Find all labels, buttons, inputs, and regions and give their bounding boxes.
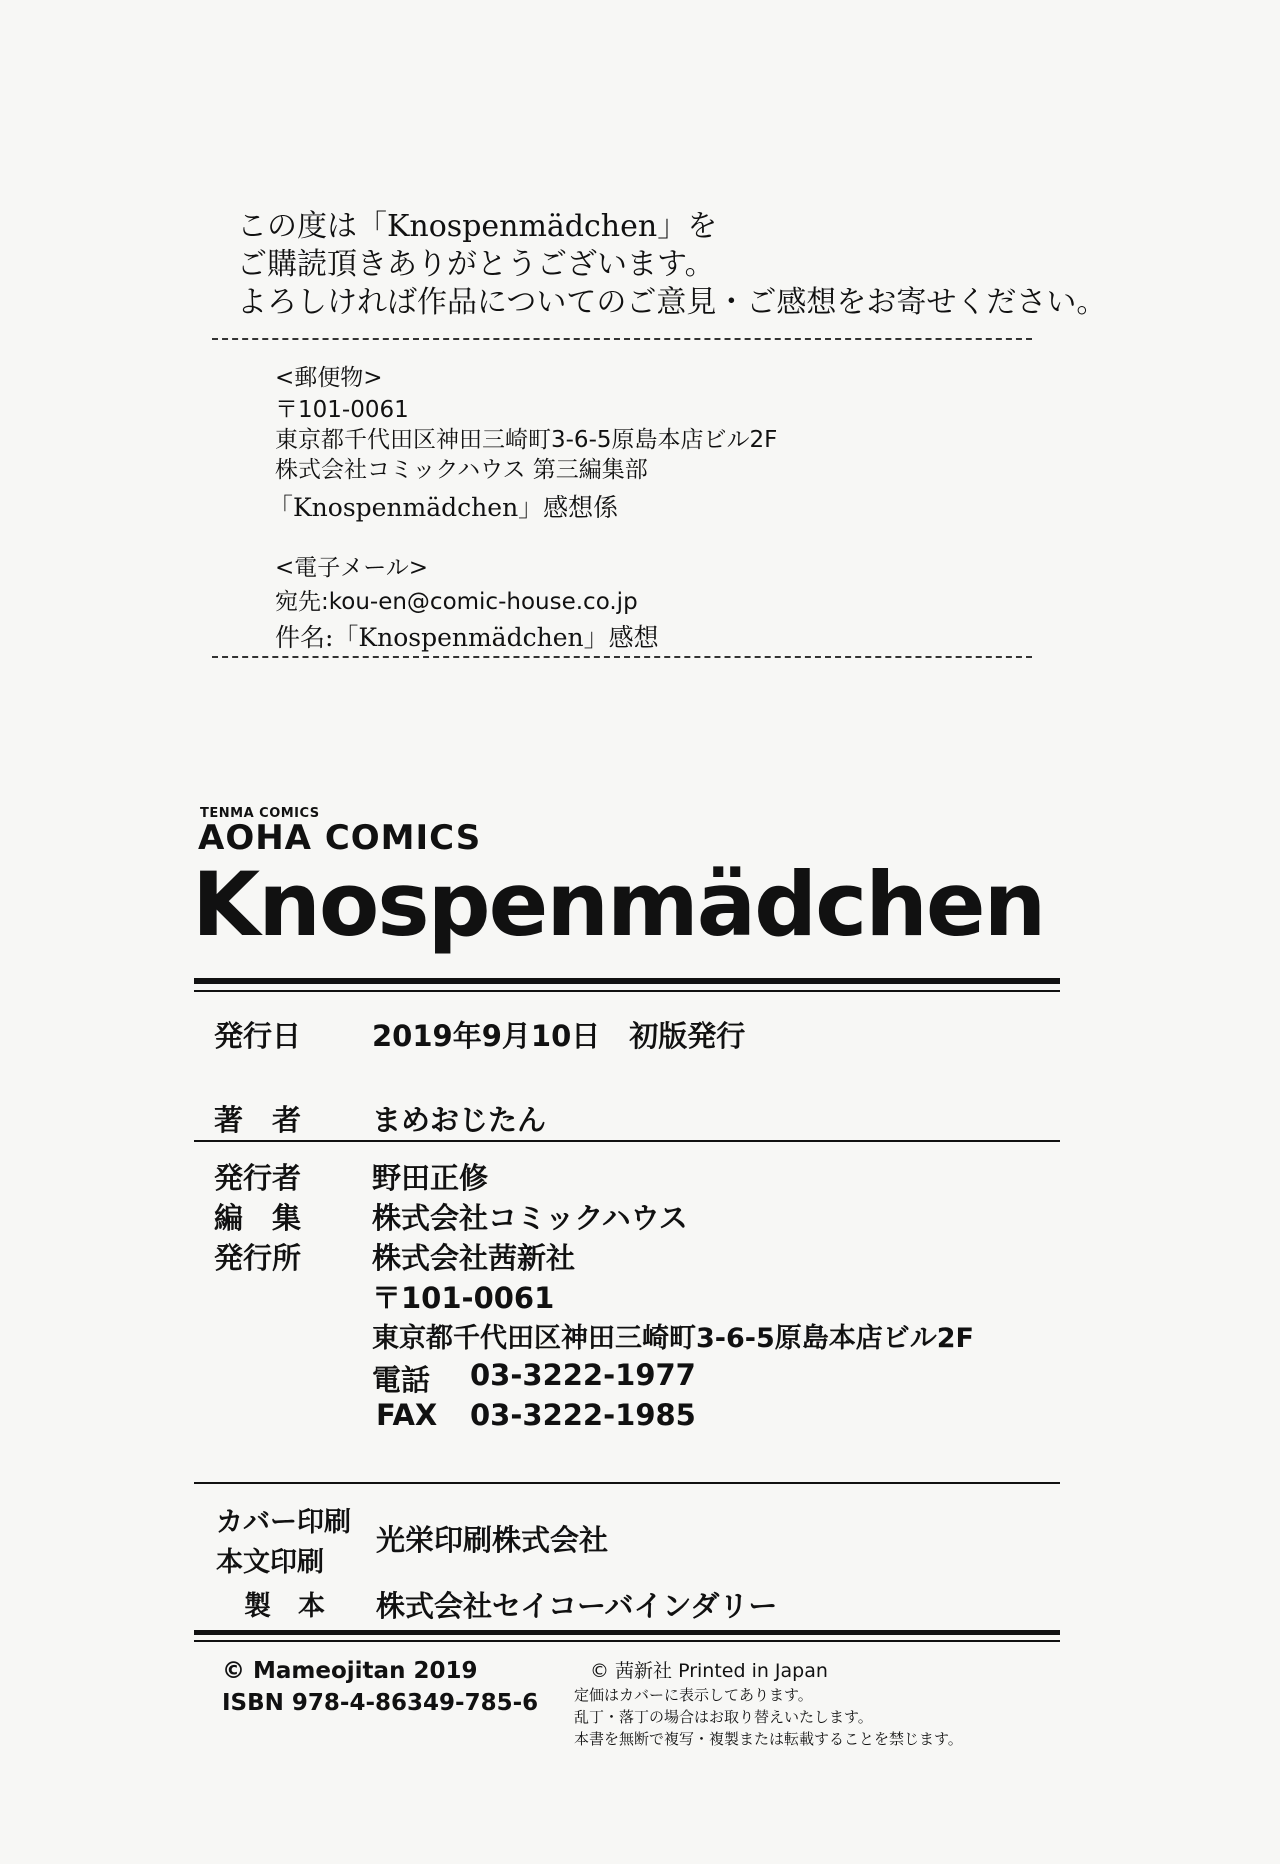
publish-date-label: 発行日 bbox=[214, 1019, 302, 1053]
publisher-value: 野田正修 bbox=[372, 1161, 489, 1195]
postal-zip: 〒101-0061 bbox=[275, 397, 409, 423]
postal-address: 東京都千代田区神田三崎町3-6-5原島本店ビル2F bbox=[275, 427, 778, 453]
postal-heading: <郵便物> bbox=[275, 365, 383, 391]
email-heading: <電子メール> bbox=[275, 555, 429, 581]
isbn: ISBN 978-4-86349-785-6 bbox=[222, 1690, 539, 1716]
office-address: 東京都千代田区神田三崎町3-6-5原島本店ビル2F bbox=[372, 1323, 975, 1354]
dashed-divider-top bbox=[212, 338, 1032, 340]
message-line-1: この度は「Knospenmädchen」を bbox=[237, 209, 718, 244]
footer-rule-thin bbox=[194, 1640, 1060, 1642]
publisher-copyright: © 茜新社 Printed in Japan bbox=[590, 1660, 828, 1682]
title-rule-thin bbox=[194, 990, 1060, 992]
editor-value: 株式会社コミックハウス bbox=[372, 1201, 688, 1235]
copyright: © Mameojitan 2019 bbox=[222, 1658, 478, 1684]
author-value: まめおじたん bbox=[372, 1103, 547, 1137]
defect-note: 乱丁・落丁の場合はお取り替えいたします。 bbox=[574, 1708, 873, 1726]
cover-print-label: カバー印刷 bbox=[216, 1507, 351, 1538]
tel-value: 03-3222-1977 bbox=[470, 1358, 696, 1392]
fax-label: FAX bbox=[376, 1398, 438, 1432]
binding-label: 製 本 bbox=[244, 1591, 325, 1622]
office-value: 株式会社茜新社 bbox=[372, 1241, 576, 1275]
dashed-divider-bottom bbox=[212, 656, 1032, 658]
postal-attention: 「Knospenmädchen」感想係 bbox=[268, 493, 619, 522]
publish-date-value: 2019年9月10日 初版発行 bbox=[372, 1019, 746, 1053]
imprint-large: AOHA COMICS bbox=[198, 818, 482, 858]
book-title: Knospenmädchen bbox=[192, 853, 1045, 956]
printer-name: 光栄印刷株式会社 bbox=[376, 1523, 609, 1557]
message-line-2: ご購読頂きありがとうございます。 bbox=[237, 247, 715, 282]
email-subject: 件名:「Knospenmädchen」感想 bbox=[275, 623, 659, 652]
office-label: 発行所 bbox=[214, 1241, 302, 1275]
body-print-label: 本文印刷 bbox=[216, 1547, 324, 1578]
imprint-small: TENMA COMICS bbox=[200, 806, 320, 821]
office-zip: 〒101-0061 bbox=[372, 1281, 555, 1315]
postal-company: 株式会社コミックハウス 第三編集部 bbox=[275, 457, 648, 483]
printing-rule-top bbox=[194, 1482, 1060, 1484]
editor-label: 編 集 bbox=[214, 1201, 302, 1235]
title-rule-thick bbox=[194, 978, 1060, 984]
author-label: 著 者 bbox=[214, 1103, 302, 1137]
fax-value: 03-3222-1985 bbox=[470, 1398, 696, 1432]
price-note: 定価はカバーに表示してあります。 bbox=[574, 1686, 813, 1704]
publisher-label: 発行者 bbox=[214, 1161, 302, 1195]
copyright-note: 本書を無断で複写・複製または転載することを禁じます。 bbox=[574, 1730, 963, 1748]
message-line-3: よろしければ作品についてのご意見・ご感想をお寄せください。 bbox=[237, 285, 1107, 320]
footer-rule-thick bbox=[194, 1630, 1060, 1635]
binder-name: 株式会社セイコーバインダリー bbox=[376, 1589, 778, 1623]
email-address: 宛先:kou-en@comic-house.co.jp bbox=[275, 589, 638, 615]
author-rule bbox=[194, 1140, 1060, 1142]
tel-label: 電話 bbox=[372, 1363, 431, 1397]
